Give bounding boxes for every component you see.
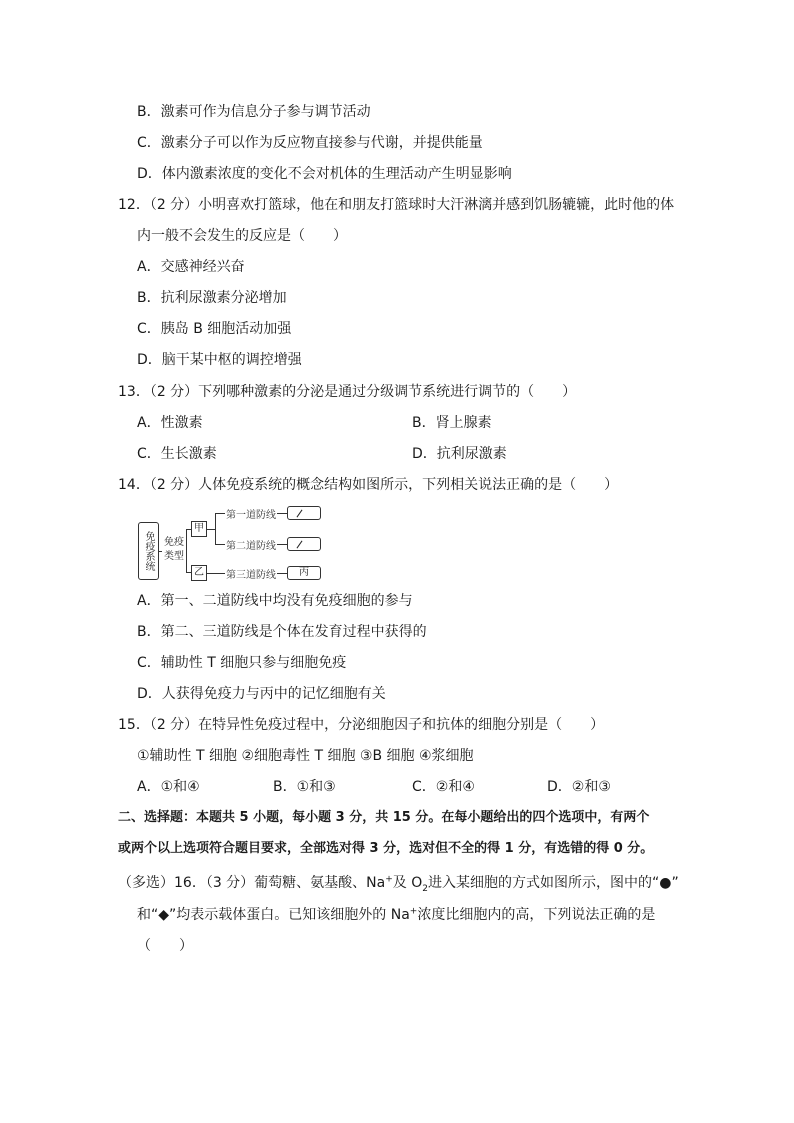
q12-option-b: B．抗利尿激素分泌增加: [137, 290, 287, 306]
superscript: +: [409, 906, 418, 917]
q11-option-c: C．激素分子可以作为反应物直接参与代谢，并提供能量: [137, 135, 483, 151]
jia-branch: [207, 529, 215, 530]
q16-text: 进入某细胞的方式如图所示，图中的“●”: [428, 875, 679, 891]
q11-option-b: B．激素可作为信息分子参与调节活动: [137, 104, 371, 120]
q12-stem-line2: 内一般不会发生的反应是（ ）: [137, 228, 347, 244]
line3-connector: [277, 573, 287, 574]
subscript: 2: [422, 883, 428, 894]
q11-option-d: D．体内激素浓度的变化不会对机体的生理活动产生明显影响: [137, 166, 512, 182]
slash-icon: [297, 510, 303, 518]
q14-option-d: D．人获得免疫力与丙中的记忆细胞有关: [137, 686, 386, 702]
slash-icon: [297, 541, 303, 549]
immune-system-diagram: [138, 503, 338, 583]
yi-branch: [207, 573, 225, 574]
second-defense-box: [287, 537, 321, 551]
q14-stem: 14．（2 分）人体免疫系统的概念结构如图所示，下列相关说法正确的是（ ）: [118, 477, 619, 493]
third-defense-label: 第三道防线: [226, 570, 276, 581]
fork-bottom: [215, 544, 225, 545]
q12-option-a: A．交感神经兴奋: [137, 259, 245, 275]
superscript: +: [385, 874, 393, 885]
line2-connector: [277, 544, 287, 545]
second-defense-label: 第二道防线: [226, 541, 276, 552]
q13-option-d: D．抗利尿激素: [412, 446, 507, 462]
q15-option-b: B．①和③: [273, 779, 336, 795]
q16-text: （多选）16．（3 分）葡萄糖、氨基酸、Na: [118, 875, 386, 891]
first-defense-box: [287, 506, 321, 520]
q15-items: ①辅助性 T 细胞 ②细胞毒性 T 细胞 ③B 细胞 ④浆细胞: [137, 748, 474, 764]
q12-stem-line1: 12．（2 分）小明喜欢打篮球，他在和朋友打篮球时大汗淋漓并感到饥肠辘辘，此时他的体: [118, 197, 675, 213]
q13-option-b: B．肾上腺素: [412, 415, 492, 431]
immune-type-label: 免疫类型: [162, 533, 186, 567]
q12-option-c: C．胰岛 B 细胞活动加强: [137, 321, 292, 337]
q16-stem-line2: [137, 905, 655, 925]
jia-box: 甲: [191, 521, 207, 537]
q13-option-c: C．生长激素: [137, 446, 217, 462]
q16-text: 浓度比细胞内的高，下列说法正确的是: [417, 907, 656, 923]
q16-text: 及 O: [392, 875, 423, 891]
bing-box: 丙: [287, 566, 321, 580]
q14-option-c: C．辅助性 T 细胞只参与细胞免疫: [137, 655, 347, 671]
immune-system-box: 免疫系统: [138, 522, 159, 580]
q13-option-a: A．性激素: [137, 415, 203, 431]
q12-option-d: D．脑干某中枢的调控增强: [137, 352, 302, 368]
line1-connector: [277, 513, 287, 514]
q13-stem: 13．（2 分）下列哪种激素的分泌是通过分级调节系统进行调节的（ ）: [118, 384, 577, 400]
fork-top: [215, 513, 225, 514]
section2-heading-line1: 二、选择题：本题共 5 小题，每小题 3 分，共 15 分。在每小题给出的四个选项中，有两个: [118, 810, 650, 825]
jia-fork: [215, 513, 216, 545]
first-defense-label: 第一道防线: [226, 510, 276, 521]
q15-stem: 15．（2 分）在特异性免疫过程中，分泌细胞因子和抗体的细胞分别是（ ）: [118, 717, 605, 733]
bracket-line: [186, 529, 187, 573]
q16-stem-line1: [118, 873, 679, 893]
q14-option-a: A．第一、二道防线中均没有免疫细胞的参与: [137, 593, 413, 609]
yi-box: 乙: [191, 565, 207, 581]
q15-option-a: A．①和④: [137, 779, 200, 795]
q14-option-b: B．第二、三道防线是个体在发育过程中获得的: [137, 624, 427, 640]
q15-option-c: C．②和④: [412, 779, 475, 795]
q15-option-d: D．②和③: [547, 779, 611, 795]
section2-heading-line2: 或两个以上选项符合题目要求，全部选对得 3 分，选对但不全的得 1 分，有选错的得 0 分。: [118, 841, 654, 856]
q16-text: 和“◆”均表示载体蛋白。已知该细胞外的 Na: [137, 907, 410, 923]
q16-stem-line3: （ ）: [137, 938, 193, 954]
